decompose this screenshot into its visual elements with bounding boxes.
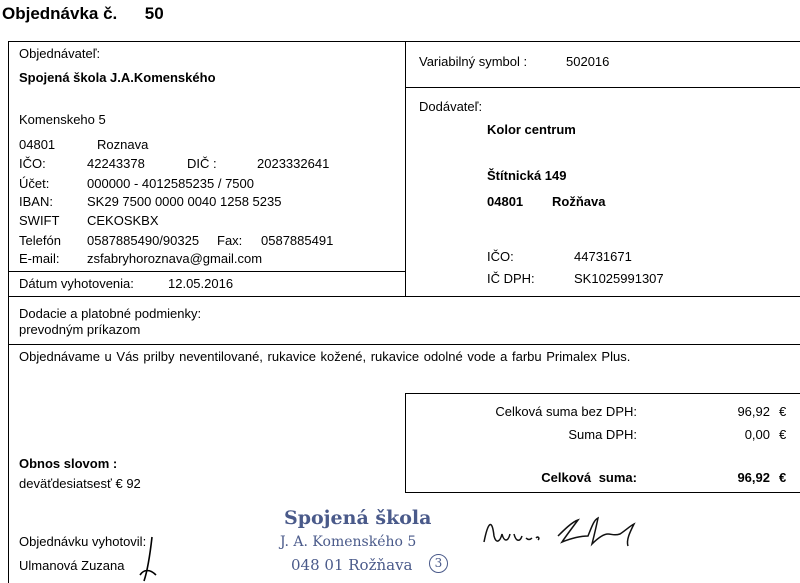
buyer-city: Roznava xyxy=(97,137,149,152)
buyer-account-label: Účet: xyxy=(19,176,50,191)
totals-left xyxy=(405,393,406,493)
supplier-ico-label: IČO: xyxy=(487,249,514,264)
buyer-iban: SK29 7500 0000 0040 1258 5235 xyxy=(87,194,282,209)
buyer-ico-label: IČO: xyxy=(19,156,46,171)
supplier-label: Dodávateľ: xyxy=(419,99,483,114)
frame-middle xyxy=(405,41,406,296)
date-label: Dátum vyhotovenia: xyxy=(19,276,134,291)
buyer-ico: 42243378 xyxy=(87,156,145,171)
buyer-label: Objednávateľ: xyxy=(19,46,101,61)
vat-label: Suma DPH: xyxy=(568,427,637,442)
stamp-line-1: Spojená škola xyxy=(284,507,432,529)
buyer-phone-label: Telefón xyxy=(19,233,61,248)
title-text: Objednávka č. xyxy=(2,4,118,23)
vat-value: 0,00 xyxy=(744,427,770,442)
stamp-badge: 3 xyxy=(429,554,448,573)
terms-label: Dodacie a platobné podmienky: xyxy=(19,306,202,321)
frame-terms-bottom xyxy=(8,344,800,345)
frame-buyer-bottom xyxy=(8,271,406,272)
buyer-phone: 0587885490/90325 xyxy=(87,233,200,248)
order-text: Objednávame u Vás prilby neventilované, rukavice kožené, rukavice odolné vode a farbu Primalex Plus. xyxy=(19,349,631,364)
supplier-icdph: SK1025991307 xyxy=(574,271,664,286)
issued-by-label: Objednávku vyhotovil: xyxy=(19,534,147,549)
stamp-line-2: J. A. Komenského 5 xyxy=(280,534,417,550)
buyer-zip: 04801 xyxy=(19,137,56,152)
buyer-email-label: E-mail: xyxy=(19,251,60,266)
order-number: 50 xyxy=(144,4,164,23)
buyer-email[interactable]: zsfabryhoroznava@gmail.com xyxy=(87,251,263,266)
currency-1: € xyxy=(779,404,787,419)
buyer-iban-label: IBAN: xyxy=(19,194,53,209)
frame-left xyxy=(8,41,9,583)
buyer-swift-label: SWIFT xyxy=(19,213,60,228)
supplier-zip: 04801 xyxy=(487,194,524,209)
frame-top xyxy=(8,41,800,42)
issued-by-name: Ulmanová Zuzana xyxy=(19,558,125,573)
buyer-fax: 0587885491 xyxy=(261,233,334,248)
buyer-fax-label: Fax: xyxy=(217,233,243,248)
variable-symbol-value: 502016 xyxy=(566,54,610,69)
stamp-line-3: 048 01 Rožňava xyxy=(291,556,413,574)
total-label: Celková suma: xyxy=(541,470,637,485)
terms-value: prevodným príkazom xyxy=(19,322,141,337)
buyer-street: Komenskeho 5 xyxy=(19,112,106,127)
buyer-name: Spojená škola J.A.Komenského xyxy=(19,70,216,85)
supplier-icdph-label: IČ DPH: xyxy=(487,271,535,286)
supplier-street: Štítnická 149 xyxy=(487,168,567,183)
supplier-ico: 44731671 xyxy=(574,249,632,264)
currency-3: € xyxy=(779,470,787,485)
buyer-dic-label: DIČ : xyxy=(187,156,217,171)
supplier-name: Kolor centrum xyxy=(487,122,576,137)
buyer-dic: 2023332641 xyxy=(257,156,330,171)
buyer-swift: CEKOSKBX xyxy=(87,213,159,228)
supplier-city: Rožňava xyxy=(552,194,606,209)
frame-upper-bottom xyxy=(8,296,800,297)
frame-vs-bottom xyxy=(405,87,800,88)
in-words-value: deväťdesiatsesť € 92 xyxy=(19,476,141,491)
signature-mark-small xyxy=(130,535,170,583)
totals-bottom xyxy=(405,492,800,493)
totals-top xyxy=(405,393,800,394)
total-value: 96,92 xyxy=(737,470,770,485)
date-value: 12.05.2016 xyxy=(168,276,234,291)
total-without-vat-value: 96,92 xyxy=(737,404,770,419)
signature-icon xyxy=(480,512,640,552)
currency-2: € xyxy=(779,427,787,442)
document-title xyxy=(2,4,164,24)
total-without-vat-label: Celková suma bez DPH: xyxy=(495,404,637,419)
buyer-account: 000000 - 4012585235 / 7500 xyxy=(87,176,254,191)
variable-symbol-label: Variabilný symbol : xyxy=(419,54,528,69)
in-words-label: Obnos slovom : xyxy=(19,456,118,471)
